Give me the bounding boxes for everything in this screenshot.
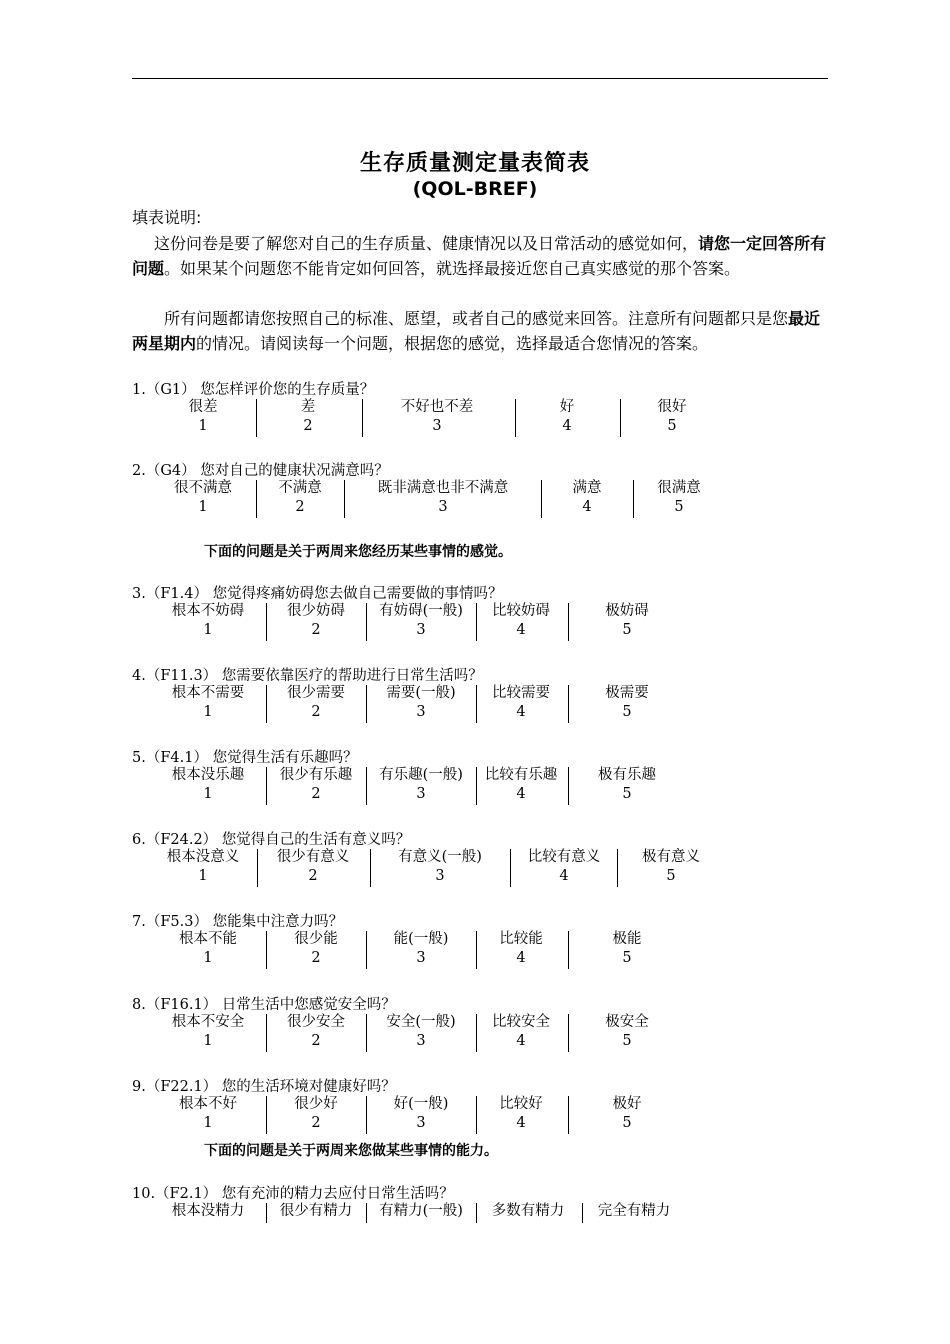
option-divider [568,685,569,723]
answer-option[interactable] [547,1013,707,1051]
header-rule [132,78,828,79]
answer-option-value: 3 [416,1115,426,1131]
answer-option-label: 比较好 [499,1096,543,1112]
answer-option-label: 极能 [612,931,642,947]
option-divider [266,767,267,805]
answer-option-value: 1 [203,704,213,720]
answer-option-value: 5 [622,950,632,966]
answer-option-label: 有乐趣(一般) [379,767,463,783]
answer-option-label: 很少有精力 [279,1203,353,1219]
answer-option-value: 4 [562,418,572,434]
answer-option-value: 1 [203,1115,213,1131]
answer-option-value: 1 [203,1033,213,1049]
answer-option-value: 2 [311,950,321,966]
option-divider [344,480,345,518]
answer-option-value: 2 [311,704,321,720]
question-text: 9.（F22.1） 您的生活环境对健康好吗？ [132,1079,396,1095]
answer-option-value: 5 [622,1033,632,1049]
option-divider [266,1096,267,1134]
option-divider [266,1014,267,1052]
answer-option-value: 5 [622,786,632,802]
answer-option-value: 4 [516,1115,526,1131]
answer-option[interactable] [599,479,759,517]
answer-option-value: 1 [203,786,213,802]
option-divider [476,1203,477,1223]
answer-option-label: 很少妨碍 [287,603,345,619]
answer-option-value: 4 [516,622,526,638]
answer-option-label: 完全有精力 [597,1203,671,1219]
answer-option-label: 根本不需要 [171,685,245,701]
answer-option-label: 很好 [657,399,687,415]
question-text: 1.（G1） 您怎样评价您的生存质量？ [132,382,375,398]
answer-option-value: 1 [203,950,213,966]
question-text: 8.（F16.1） 日常生活中您感觉安全吗？ [132,997,396,1013]
answer-option-label: 很少需要 [287,685,345,701]
answer-option[interactable] [547,602,707,640]
answer-option-label: 极有意义 [642,849,700,865]
question-text: 2.（G4） 您对自己的健康状况满意吗？ [132,463,389,479]
answer-option-label: 根本没精力 [171,1203,245,1219]
answer-option-label: 有意义(一般) [398,849,482,865]
answer-option-label: 能(一般) [393,931,449,947]
answer-option-label: 很满意 [657,480,701,496]
answer-option-value: 2 [311,1115,321,1131]
answer-option[interactable] [547,684,707,722]
option-divider [617,849,618,887]
option-divider [582,1203,583,1223]
option-divider [568,603,569,641]
answer-option-label: 好 [559,399,575,415]
answer-option[interactable] [547,766,707,804]
option-divider [366,1096,367,1134]
answer-option-label: 很少有意义 [276,849,350,865]
question-text: 4.（F11.3） 您需要依靠医疗的帮助进行日常生活吗？ [132,668,483,684]
option-divider [366,767,367,805]
answer-option-value: 1 [198,499,208,515]
answer-option-label: 根本不妨碍 [171,603,245,619]
answer-option-value: 3 [416,786,426,802]
option-divider [366,603,367,641]
option-divider [370,849,371,887]
answer-option-value: 5 [666,868,676,884]
answer-option[interactable] [547,930,707,968]
answer-option-label: 有妨碍(一般) [379,603,463,619]
answer-option-value: 2 [311,1033,321,1049]
answer-option-value: 5 [667,418,677,434]
option-divider [541,480,542,518]
answer-option-label: 满意 [572,480,602,496]
answer-option-label: 比较有乐趣 [484,767,558,783]
page-title: 生存质量测定量表简表 [359,151,590,176]
answer-option-label: 比较需要 [492,685,550,701]
answer-option-value: 4 [516,1033,526,1049]
option-divider [476,767,477,805]
answer-option[interactable] [363,479,523,517]
option-divider [476,603,477,641]
answer-option-value: 1 [198,868,208,884]
section-note-feelings: 下面的问题是关于两周来您经历某些事情的感觉。 [204,544,512,560]
answer-option-label: 有精力(一般) [379,1203,463,1219]
answer-option[interactable] [591,848,751,886]
answer-option-value: 4 [516,786,526,802]
answer-option-value: 2 [311,786,321,802]
answer-option-label: 多数有精力 [491,1203,565,1219]
answer-option-label: 根本不安全 [171,1014,245,1030]
instructions-heading: 填表说明: [132,208,202,227]
option-divider [568,767,569,805]
answer-option-label: 极妨碍 [605,603,649,619]
section-note-abilities: 下面的问题是关于两周来您做某些事情的能力。 [204,1143,498,1159]
answer-option-label: 根本不好 [179,1096,237,1112]
answer-option-label: 好(一般) [393,1096,449,1112]
option-divider [362,399,363,437]
answer-option-value: 2 [295,499,305,515]
option-divider [256,480,257,518]
option-divider [366,685,367,723]
option-divider [633,480,634,518]
answer-option-value: 4 [582,499,592,515]
answer-option-label: 极需要 [605,685,649,701]
answer-option-label: 根本没乐趣 [171,767,245,783]
answer-option-label: 需要(一般) [386,685,456,701]
answer-option-label: 比较安全 [492,1014,550,1030]
question-text: 10.（F2.1） 您有充沛的精力去应付日常生活吗？ [132,1186,454,1202]
option-divider [476,1096,477,1134]
answer-option-value: 5 [622,622,632,638]
answer-option-label: 很少能 [294,931,338,947]
option-divider [366,1203,367,1223]
option-divider [568,1096,569,1134]
question-text: 6.（F24.2） 您觉得自己的生活有意义吗？ [132,832,411,848]
answer-option-label: 既非满意也非不满意 [377,480,509,496]
answer-option-label: 不好也不差 [400,399,474,415]
instructions-paragraph-2: 所有问题都请您按照自己的标准、愿望，或者自己的感觉来回答。注意所有问题都只是您最近两星期内的情况。请阅读每一个问题，根据您的感觉，选择最适合您情况的答案。 [132,309,821,353]
option-divider [476,685,477,723]
answer-option-value: 1 [203,622,213,638]
question-text: 7.（F5.3） 您能集中注意力吗？ [132,914,344,930]
option-divider [510,849,511,887]
answer-option-value: 2 [308,868,318,884]
answer-option-value: 4 [516,704,526,720]
answer-option-label: 比较能 [499,931,543,947]
option-divider [366,931,367,969]
option-divider [620,399,621,437]
answer-option-label: 差 [300,399,316,415]
answer-option-label: 很差 [188,399,218,415]
answer-option-label: 根本不能 [179,931,237,947]
answer-option[interactable] [547,1095,707,1133]
answer-option-label: 很不满意 [174,480,232,496]
answer-option-label: 不满意 [278,480,322,496]
answer-option-label: 比较有意义 [527,849,601,865]
answer-option-value: 5 [674,499,684,515]
answer-option-value: 5 [622,704,632,720]
answer-option-label: 很少安全 [287,1014,345,1030]
option-divider [266,603,267,641]
answer-option-value: 4 [559,868,569,884]
question-text: 3.（F1.4） 您觉得疼痛妨碍您去做自己需要做的事情吗？ [132,586,503,602]
answer-option-value: 5 [622,1115,632,1131]
answer-option-value: 3 [438,499,448,515]
answer-option-value: 3 [416,950,426,966]
option-divider [256,399,257,437]
answer-option-value: 4 [516,950,526,966]
answer-option-value: 3 [416,704,426,720]
answer-option-label: 极有乐趣 [598,767,656,783]
answer-option-label: 很少有乐趣 [279,767,353,783]
answer-option-label: 极安全 [605,1014,649,1030]
answer-option-value: 2 [303,418,313,434]
answer-option[interactable] [220,479,380,517]
question-text: 5.（F4.1） 您觉得生活有乐趣吗？ [132,750,358,766]
option-divider [515,399,516,437]
option-divider [266,1203,267,1223]
option-divider [257,849,258,887]
option-divider [266,685,267,723]
answer-option-label: 安全(一般) [386,1014,456,1030]
answer-option-label: 比较妨碍 [492,603,550,619]
answer-option[interactable] [592,398,752,436]
answer-option-value: 3 [416,622,426,638]
answer-option-value: 2 [311,622,321,638]
answer-option-label: 很少好 [294,1096,338,1112]
page-subtitle: (QOL-BREF) [412,178,538,200]
answer-option-value: 3 [416,1033,426,1049]
option-divider [266,931,267,969]
option-divider [568,1014,569,1052]
option-divider [476,1014,477,1052]
instructions-paragraph-1: 这份问卷是要了解您对自己的生存质量、健康情况以及日常活动的感觉如何，请您一定回答所有问题。如果某个问题您不能肯定如何回答，就选择最接近您自己真实感觉的那个答案。 [132,234,827,278]
answer-option-value: 3 [435,868,445,884]
option-divider [476,931,477,969]
option-divider [366,1014,367,1052]
answer-option-label: 根本没意义 [166,849,240,865]
answer-option-label: 极好 [612,1096,642,1112]
answer-option-value: 1 [198,418,208,434]
answer-option[interactable] [554,1202,714,1221]
option-divider [568,931,569,969]
answer-option-value: 3 [432,418,442,434]
